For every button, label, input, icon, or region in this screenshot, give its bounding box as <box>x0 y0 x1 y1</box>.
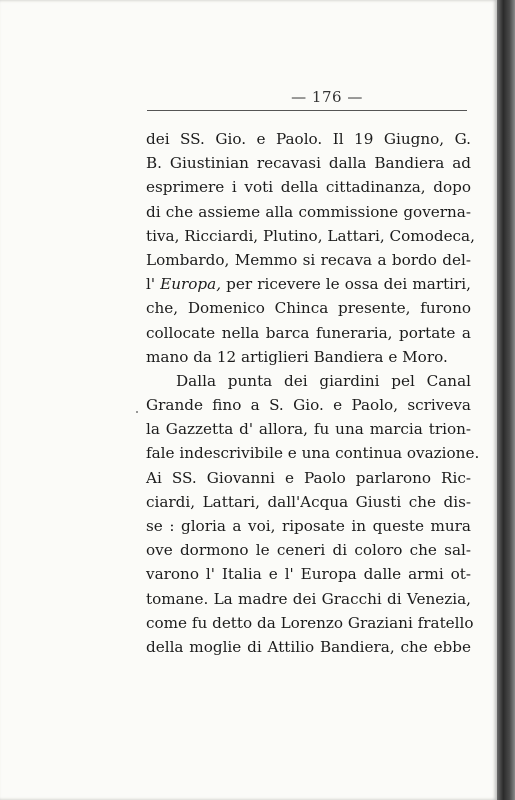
text-line: che, Domenico Chinca presente, furono <box>146 299 471 318</box>
body-text <box>146 127 480 659</box>
text-line: dei SS. Gio. e Paolo. Il 19 Giugno, G. <box>146 130 471 148</box>
text-fragment: per ricevere le ossa dei martiri, <box>221 275 471 294</box>
text-fragment: l' <box>146 275 161 294</box>
paper-speck <box>136 411 138 413</box>
ship-name-italic: Europa, <box>160 275 222 294</box>
text-line: collocate nella barca funeraria, portate a <box>146 323 471 342</box>
header-rule <box>147 110 467 111</box>
text-line: la Gazzetta d' allora, fu una marcia trion- <box>146 420 471 439</box>
text-line-paragraph-start: Dalla punta dei giardini pel Canal <box>176 371 471 390</box>
text-line: tiva, Ricciardi, Plutino, Lattari, Comodeca, <box>146 226 475 245</box>
text-line: fale indescrivibile e una continua ovazione. <box>146 444 480 463</box>
text-line: ciardi, Lattari, dall'Acqua Giusti che dis- <box>146 492 471 511</box>
text-line: tomane. La madre dei Gracchi di Venezia, <box>146 589 471 608</box>
text-line: come fu detto da Lorenzo Graziani fratello <box>146 613 474 632</box>
text-line: esprimere i voti della cittadinanza, dopo <box>146 178 471 197</box>
text-line: di che assieme alla commissione governa- <box>146 202 471 221</box>
text-line: Lombardo, Memmo si recava a bordo del- <box>146 250 471 269</box>
text-line: della moglie di Attilio Bandiera, che ebbe <box>146 637 471 656</box>
text-line-paragraph-end: mano da 12 artiglieri Bandiera e Moro. <box>146 347 448 366</box>
text-line: Grande fino a S. Gio. e Paolo, scriveva <box>146 396 471 415</box>
text-line-with-italic <box>146 272 471 296</box>
text-line: ove dormono le ceneri di coloro che sal- <box>146 541 471 560</box>
text-line: varono l' Italia e l' Europa dalle armi ot- <box>146 565 471 584</box>
page-number: — 176 — <box>291 88 363 106</box>
text-line: Ai SS. Giovanni e Paolo parlarono Ric- <box>146 468 471 487</box>
page-header <box>147 88 467 107</box>
text-line: se : gloria a voi, riposate in queste mura <box>146 517 471 535</box>
text-line: B. Giustinian recavasi dalla Bandiera ad <box>146 154 471 173</box>
book-spine-edge <box>497 0 515 800</box>
